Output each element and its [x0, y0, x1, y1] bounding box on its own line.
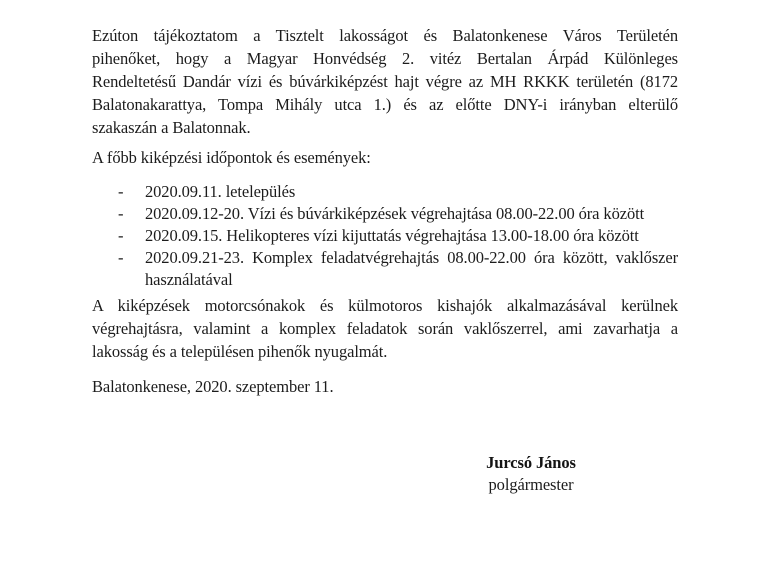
schedule-list-item — [92, 181, 678, 203]
intro-paragraph-line: Rendeltetésű Dandár vízi és búvárkiképzést hajt végre az MH RKKK területén (8172 — [92, 72, 678, 91]
schedule-list — [92, 181, 678, 291]
section-heading: A főbb kiképzési időpontok és események: — [92, 148, 371, 167]
intro-paragraph-line: Balatonakarattya, Tompa Mihály utca 1.) és az előtte DNY-i irányban elterülő — [92, 95, 678, 114]
signature-title: polgármester — [488, 475, 574, 494]
schedule-list-item — [92, 247, 678, 291]
intro-paragraph — [92, 24, 678, 139]
list-dash-marker: - — [118, 226, 124, 245]
closing-paragraph-line: A kiképzések motorcsónakok és külmotoros kishajók alkalmazásával kerülnek — [92, 296, 678, 315]
list-dash-marker: - — [118, 248, 124, 267]
schedule-list-item — [92, 203, 678, 225]
intro-paragraph-line: Ezúton tájékoztatom a Tisztelt lakosságot és Balatonkenese Város Területén — [92, 26, 678, 45]
signature-block — [431, 452, 631, 496]
schedule-item-text: 2020.09.12-20. Vízi és búvárkiképzések végrehajtása 08.00-22.00 óra között — [145, 204, 645, 223]
schedule-item-text: 2020.09.11. letelepülés — [145, 182, 296, 201]
schedule-item-text-continuation: használatával — [145, 270, 233, 289]
intro-paragraph-line: pihenőket, hogy a Magyar Honvédség 2. vitéz Bertalan Árpád Különleges — [92, 49, 678, 68]
list-dash-marker: - — [118, 204, 124, 223]
schedule-item-text: 2020.09.21-23. Komplex feladatvégrehajtás 08.00-22.00 óra között, vaklőszer — [145, 248, 678, 267]
signature-name: Jurcsó János — [486, 453, 576, 472]
closing-paragraph-line: lakosság és a településen pihenők nyugalmát. — [92, 342, 388, 361]
schedule-list-item — [92, 225, 678, 247]
schedule-item-text: 2020.09.15. Helikopteres vízi kijuttatás végrehajtása 13.00-18.00 óra között — [145, 226, 639, 245]
closing-paragraph — [92, 294, 678, 363]
list-dash-marker: - — [118, 182, 124, 201]
date-place-line: Balatonkenese, 2020. szeptember 11. — [92, 377, 334, 396]
closing-paragraph-line: végrehajtásra, valamint a komplex feladatok során vaklőszerrel, ami zavarhatja a — [92, 319, 678, 338]
intro-paragraph-line: szakaszán a Balatonnak. — [92, 118, 251, 137]
